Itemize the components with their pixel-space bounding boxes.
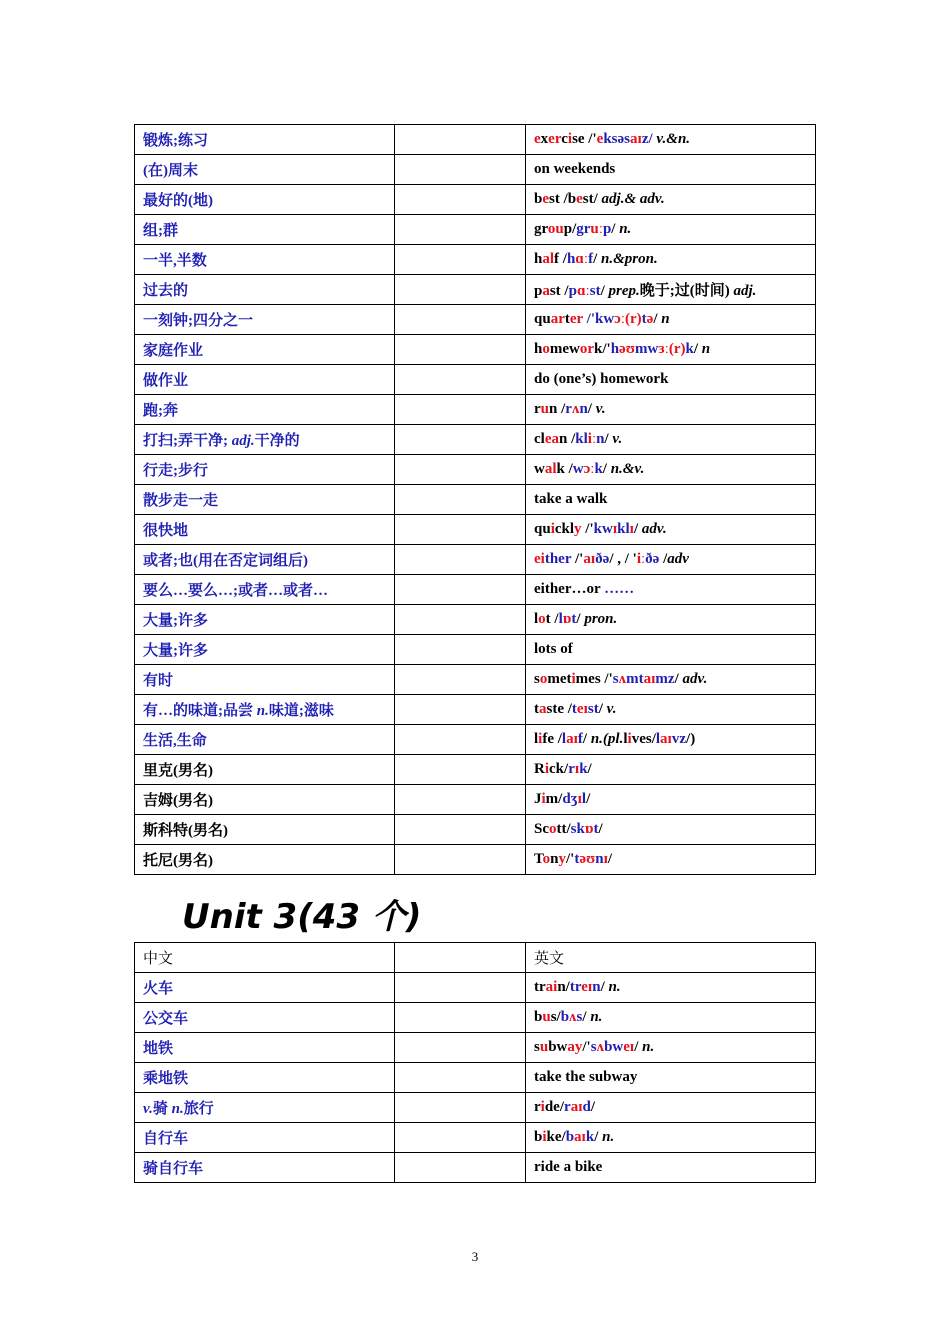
- blank-cell: [395, 425, 526, 455]
- blank-cell: [395, 335, 526, 365]
- table-row: [135, 1003, 816, 1033]
- unit-heading: Unit 3(43 个): [182, 897, 422, 937]
- chinese-meaning: 乘地铁: [135, 1063, 395, 1093]
- blank-cell: [395, 155, 526, 185]
- chinese-meaning: 骑自行车: [135, 1153, 395, 1183]
- chinese-meaning: 家庭作业: [135, 335, 395, 365]
- blank-cell: [395, 635, 526, 665]
- blank-cell: [395, 485, 526, 515]
- table-row: [135, 815, 816, 845]
- blank-cell: [395, 275, 526, 305]
- table-row: [135, 1063, 816, 1093]
- table-row: [135, 973, 816, 1003]
- table-row: [135, 1033, 816, 1063]
- chinese-meaning: 打扫;弄干净; adj.干净的: [135, 425, 395, 455]
- table-row: [135, 1153, 816, 1183]
- english-word: do (one’s) homework: [526, 365, 816, 395]
- english-word: lot /lɒt/ pron.: [526, 605, 816, 635]
- chinese-meaning: 锻炼;练习: [135, 125, 395, 155]
- chinese-meaning: 或者;也(用在否定词组后): [135, 545, 395, 575]
- blank-cell: [395, 1003, 526, 1033]
- blank-cell: [395, 215, 526, 245]
- chinese-meaning: 生活,生命: [135, 725, 395, 755]
- blank-cell: [395, 1123, 526, 1153]
- english-word: group/gruːp/ n.: [526, 215, 816, 245]
- chinese-meaning: 一刻钟;四分之一: [135, 305, 395, 335]
- english-word: exercise /'eksəsaɪz/ v.&n.: [526, 125, 816, 155]
- english-word: Scott/skɒt/: [526, 815, 816, 845]
- blank-cell: [395, 785, 526, 815]
- header-blank: [395, 943, 526, 973]
- table-row: [135, 1093, 816, 1123]
- blank-cell: [395, 973, 526, 1003]
- blank-cell: [395, 695, 526, 725]
- vocab-table-unit2: [134, 124, 816, 875]
- table-row: [135, 665, 816, 695]
- blank-cell: [395, 245, 526, 275]
- table-row: [135, 365, 816, 395]
- english-word: train/treɪn/ n.: [526, 973, 816, 1003]
- table-row: [135, 575, 816, 605]
- table-header-row: [135, 943, 816, 973]
- chinese-meaning: 吉姆(男名): [135, 785, 395, 815]
- table-row: [135, 335, 816, 365]
- english-word: best /best/ adj.& adv.: [526, 185, 816, 215]
- table-row: [135, 215, 816, 245]
- chinese-meaning: 一半,半数: [135, 245, 395, 275]
- blank-cell: [395, 395, 526, 425]
- blank-cell: [395, 545, 526, 575]
- table-row: [135, 545, 816, 575]
- blank-cell: [395, 365, 526, 395]
- chinese-meaning: 过去的: [135, 275, 395, 305]
- blank-cell: [395, 515, 526, 545]
- vocab-table-body: [135, 125, 816, 875]
- chinese-meaning: 做作业: [135, 365, 395, 395]
- chinese-meaning: 很快地: [135, 515, 395, 545]
- english-word: ride/raɪd/: [526, 1093, 816, 1123]
- english-word: either…or ……: [526, 575, 816, 605]
- blank-cell: [395, 725, 526, 755]
- blank-cell: [395, 665, 526, 695]
- blank-cell: [395, 605, 526, 635]
- blank-cell: [395, 1153, 526, 1183]
- english-word: walk /wɔːk/ n.&v.: [526, 455, 816, 485]
- blank-cell: [395, 755, 526, 785]
- blank-cell: [395, 815, 526, 845]
- english-word: half /hɑːf/ n.&pron.: [526, 245, 816, 275]
- table-row: [135, 125, 816, 155]
- english-word: bike/baɪk/ n.: [526, 1123, 816, 1153]
- chinese-meaning: 大量;许多: [135, 635, 395, 665]
- table-row: [135, 755, 816, 785]
- blank-cell: [395, 845, 526, 875]
- english-word: ride a bike: [526, 1153, 816, 1183]
- header-english: 英文: [526, 943, 816, 973]
- chinese-meaning: 要么…要么…;或者…或者…: [135, 575, 395, 605]
- blank-cell: [395, 305, 526, 335]
- english-word: past /pɑːst/ prep.晚于;过(时间) adj.: [526, 275, 816, 305]
- english-word: taste /teɪst/ v.: [526, 695, 816, 725]
- chinese-meaning: 托尼(男名): [135, 845, 395, 875]
- table-row: [135, 305, 816, 335]
- english-word: either /'aɪðə/ , / 'iːðə /adv: [526, 545, 816, 575]
- english-word: sometimes /'sʌmtaɪmz/ adv.: [526, 665, 816, 695]
- chinese-meaning: 地铁: [135, 1033, 395, 1063]
- blank-cell: [395, 1033, 526, 1063]
- english-word: quarter /'kwɔː(r)tə/ n: [526, 305, 816, 335]
- blank-cell: [395, 455, 526, 485]
- table-row: [135, 605, 816, 635]
- header-chinese: 中文: [135, 943, 395, 973]
- chinese-meaning: 散步走一走: [135, 485, 395, 515]
- table-row: [135, 155, 816, 185]
- blank-cell: [395, 185, 526, 215]
- english-word: take a walk: [526, 485, 816, 515]
- blank-cell: [395, 1063, 526, 1093]
- chinese-meaning: (在)周末: [135, 155, 395, 185]
- english-word: take the subway: [526, 1063, 816, 1093]
- blank-cell: [395, 125, 526, 155]
- table-row: [135, 425, 816, 455]
- english-word: Jim/dʒɪl/: [526, 785, 816, 815]
- table-row: [135, 455, 816, 485]
- table-row: [135, 725, 816, 755]
- chinese-meaning: 大量;许多: [135, 605, 395, 635]
- chinese-meaning: 有…的味道;品尝 n.味道;滋味: [135, 695, 395, 725]
- vocab-table-unit3: [134, 942, 816, 1183]
- english-word: run /rʌn/ v.: [526, 395, 816, 425]
- chinese-meaning: 里克(男名): [135, 755, 395, 785]
- english-word: life /laɪf/ n.(pl.lives/laɪvz/): [526, 725, 816, 755]
- table-row: [135, 275, 816, 305]
- table-row: [135, 245, 816, 275]
- table-row: [135, 185, 816, 215]
- chinese-meaning: 斯科特(男名): [135, 815, 395, 845]
- english-word: lots of: [526, 635, 816, 665]
- table-row: [135, 785, 816, 815]
- chinese-meaning: 公交车: [135, 1003, 395, 1033]
- chinese-meaning: v.骑 n.旅行: [135, 1093, 395, 1123]
- chinese-meaning: 自行车: [135, 1123, 395, 1153]
- chinese-meaning: 火车: [135, 973, 395, 1003]
- english-word: quickly /'kwɪklɪ/ adv.: [526, 515, 816, 545]
- english-word: clean /kliːn/ v.: [526, 425, 816, 455]
- english-word: Rick/rɪk/: [526, 755, 816, 785]
- english-word: on weekends: [526, 155, 816, 185]
- table-row: [135, 485, 816, 515]
- table-row: [135, 845, 816, 875]
- blank-cell: [395, 575, 526, 605]
- table-row: [135, 395, 816, 425]
- table-row: [135, 695, 816, 725]
- table-row: [135, 515, 816, 545]
- chinese-meaning: 跑;奔: [135, 395, 395, 425]
- english-word: homework/'həʊmwɜː(r)k/ n: [526, 335, 816, 365]
- chinese-meaning: 最好的(地): [135, 185, 395, 215]
- vocab-table-body: [135, 943, 816, 1183]
- chinese-meaning: 有时: [135, 665, 395, 695]
- table-row: [135, 635, 816, 665]
- chinese-meaning: 组;群: [135, 215, 395, 245]
- blank-cell: [395, 1093, 526, 1123]
- table-row: [135, 1123, 816, 1153]
- page-number: 3: [471, 1249, 479, 1264]
- chinese-meaning: 行走;步行: [135, 455, 395, 485]
- english-word: bus/bʌs/ n.: [526, 1003, 816, 1033]
- english-word: subway/'sʌbweɪ/ n.: [526, 1033, 816, 1063]
- english-word: Tony/'təʊnɪ/: [526, 845, 816, 875]
